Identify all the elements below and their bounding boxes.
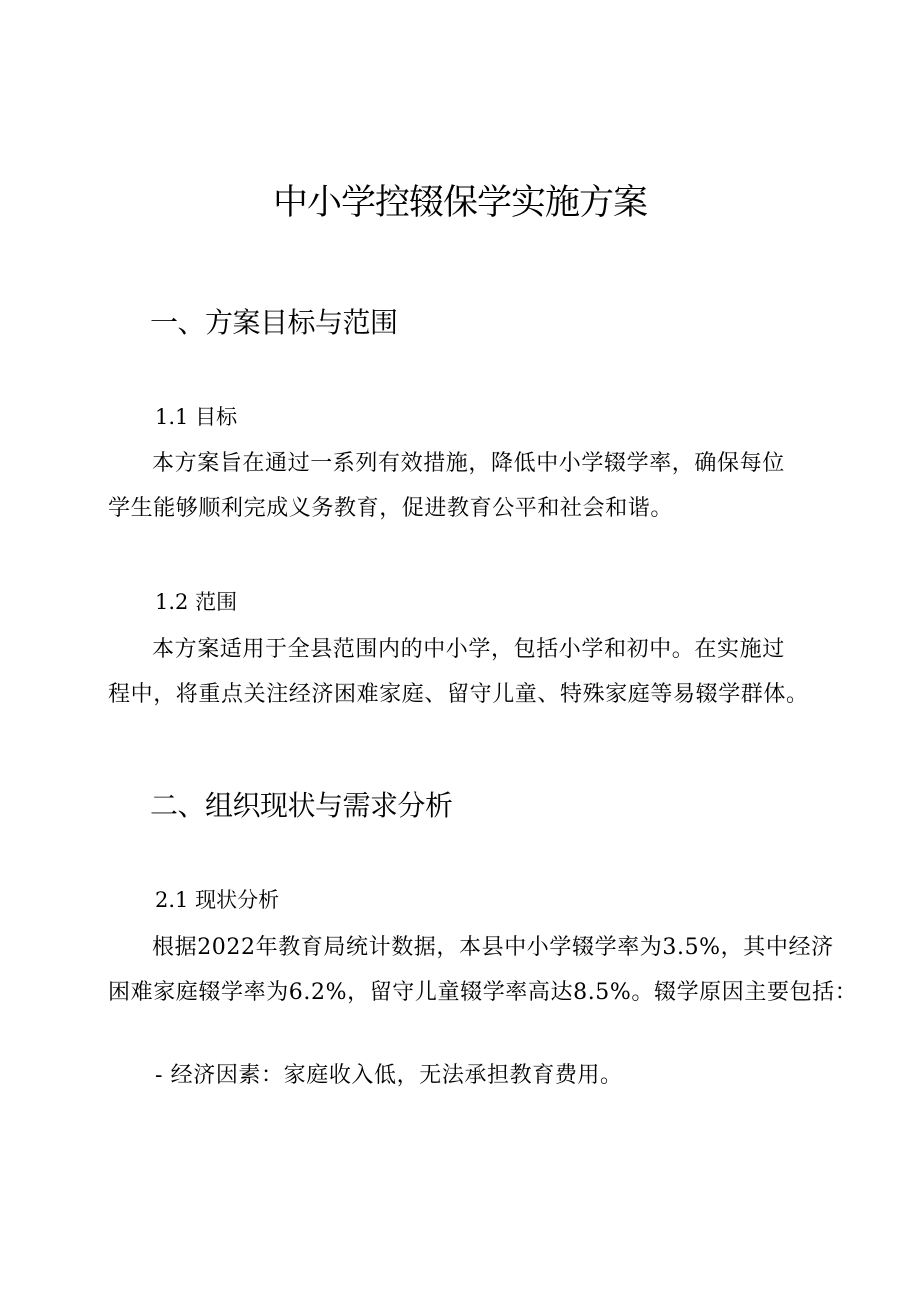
paragraph-line: 本方案旨在通过一系列有效措施，降低中小学辍学率，确保每位 [152, 451, 785, 476]
paragraph-line: 程中，将重点关注经济困难家庭、留守儿童、特殊家庭等易辍学群体。 [108, 682, 809, 707]
bullet-item: - 经济因素：家庭收入低，无法承担教育费用。 [155, 1063, 623, 1088]
subsection-heading-2-1: 2.1 现状分析 [155, 888, 280, 912]
paragraph-goal [108, 441, 820, 531]
section-heading-1: 一、方案目标与范围 [150, 306, 398, 339]
paragraph-line: 根据2022年教育局统计数据，本县中小学辍学率为3.5%，其中经济 [152, 935, 834, 960]
subsection-heading-1-2: 1.2 范围 [155, 590, 238, 614]
paragraph-scope [108, 627, 820, 717]
paragraph-line: 困难家庭辍学率为6.2%，留守儿童辍学率高达8.5%。辍学原因主要包括： [108, 980, 858, 1005]
paragraph-line: 本方案适用于全县范围内的中小学，包括小学和初中。在实施过 [152, 637, 785, 662]
paragraph-line: 学生能够顺利完成义务教育，促进教育公平和社会和谐。 [108, 496, 674, 521]
section-heading-2: 二、组织现状与需求分析 [150, 789, 453, 822]
document-title: 中小学控辍保学实施方案 [272, 183, 647, 223]
paragraph-status [108, 925, 858, 1015]
subsection-heading-1-1: 1.1 目标 [155, 405, 238, 429]
